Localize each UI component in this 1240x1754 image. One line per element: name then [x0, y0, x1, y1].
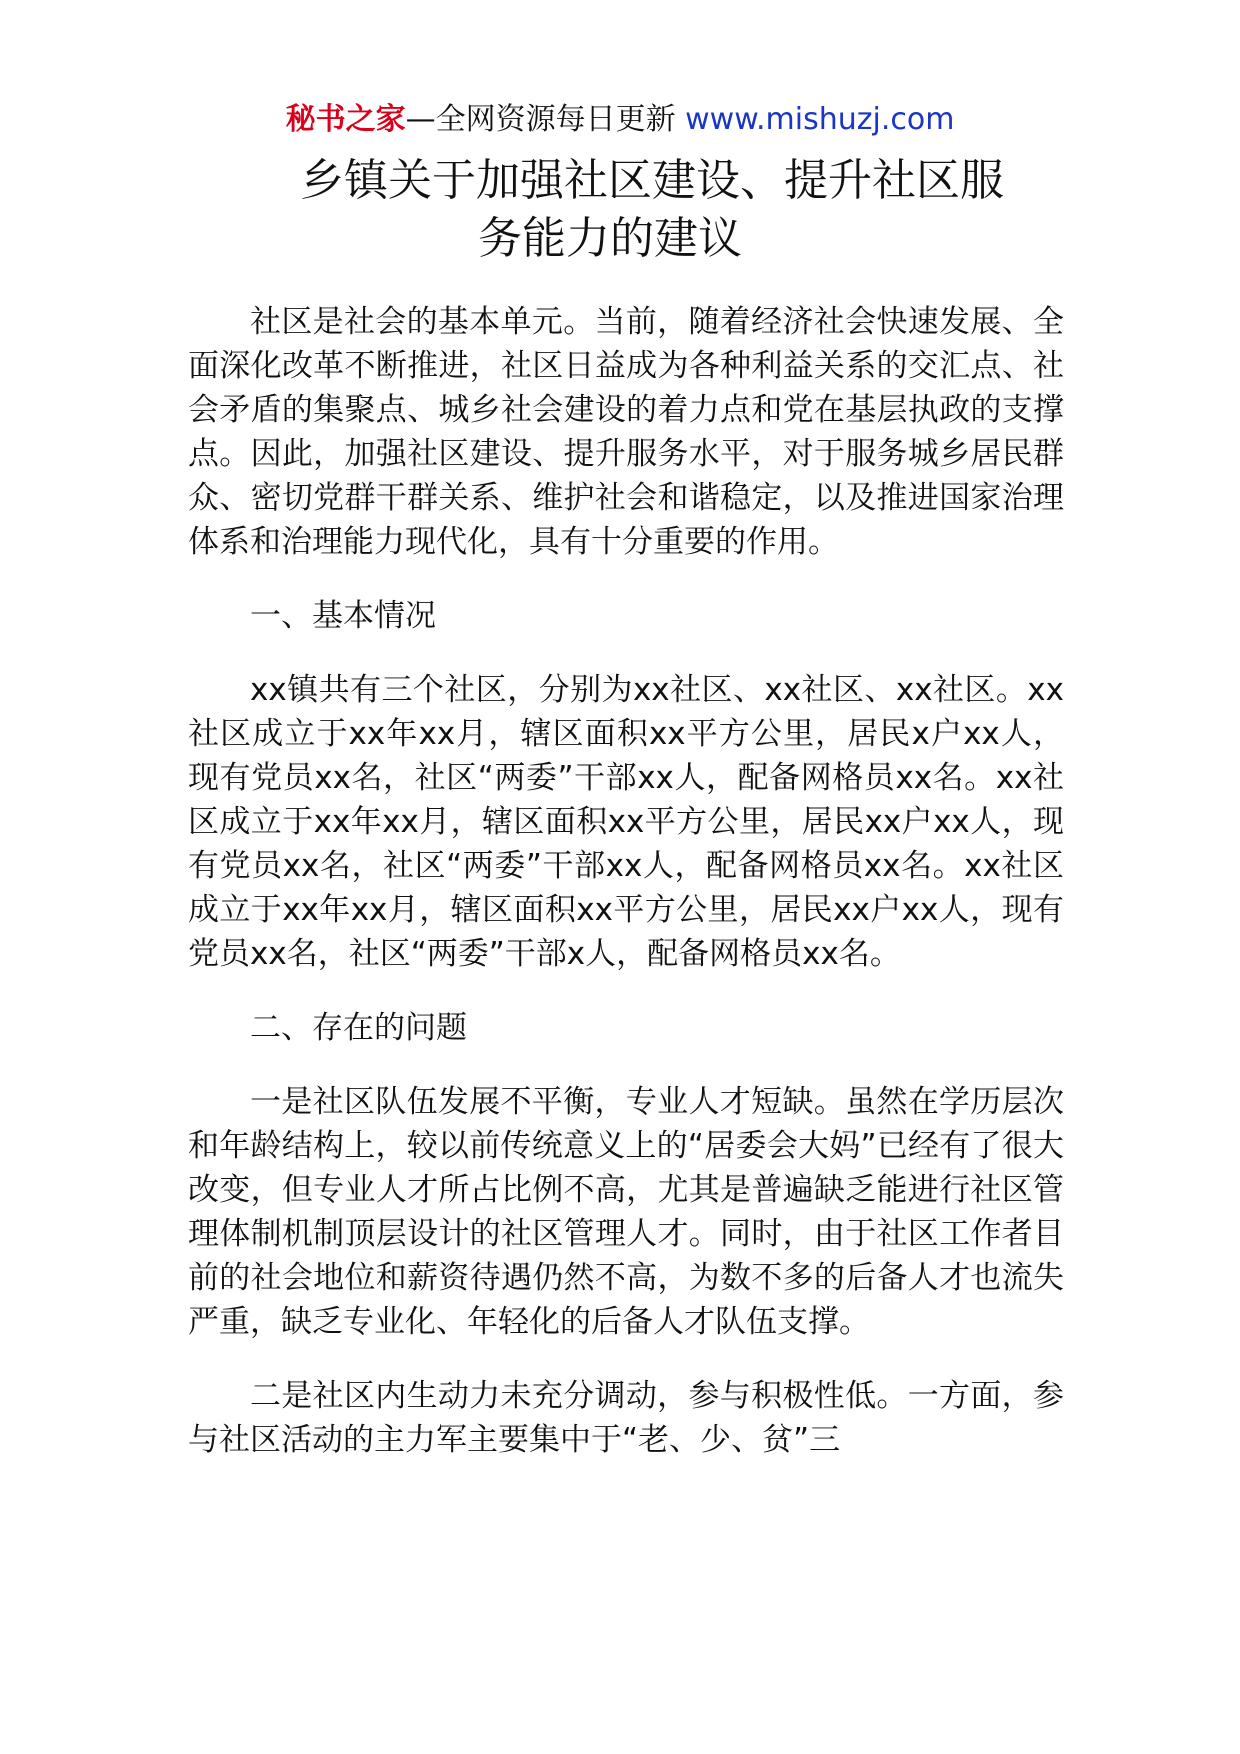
site-url[interactable]: www.mishuzj.com: [685, 102, 955, 137]
title-line-1: 乡镇关于加强社区建设、提升社区服: [300, 155, 1004, 206]
title-line-2: 务能力的建议: [478, 213, 742, 264]
header-slogan: —全网资源每日更新: [405, 102, 676, 137]
document-body: [188, 300, 1064, 1492]
paragraph-intro: 社区是社会的基本单元。当前，随着经济社会快速发展、全面深化改革不断推进，社区日益成为各种利益关系的交汇点、社会矛盾的集聚点、城乡社会建设的着力点和党在基层执政的支撑点。因此，加强社区建设、提升服务水平，对于服务城乡居民群众、密切党群干群关系、维护社会和谐稳定，以及推进国家治理体系和治理能力现代化，具有十分重要的作用。: [188, 304, 1064, 560]
document-title: [280, 152, 1040, 268]
paragraph-problem-2: 二是社区内生动力未充分调动，参与积极性低。一方面，参与社区活动的主力军主要集中于“老、少、贫”三: [188, 1378, 1064, 1458]
site-header: [0, 100, 1240, 140]
paragraph-problem-1: 一是社区队伍发展不平衡，专业人才短缺。虽然在学历层次和年龄结构上，较以前传统意义上的“居委会大妈”已经有了很大改变，但专业人才所占比例不高，尤其是普遍缺乏能进行社区管理体制机制顶层设计的社区管理人才。同时，由于社区工作者目前的社会地位和薪资待遇仍然不高，为数不多的后备人才也流失严重，缺乏专业化、年轻化的后备人才队伍支撑。: [188, 1084, 1064, 1340]
section-heading-basic: 一、基本情况: [250, 598, 436, 634]
paragraph-basic-situation: xx镇共有三个社区，分别为xx社区、xx社区、xx社区。xx社区成立于xx年xx月，辖区面积xx平方公里，居民x户xx人，现有党员xx名，社区“两委”干部xx人，配备网格员xx名。xx社区成立于xx年xx月，辖区面积xx平方公里，居民xx户xx人，现有党员xx名，社区“两委”干部xx人，配备网格员xx名。xx社区成立于xx年xx月，辖区面积xx平方公里，居民xx户xx人，现有党员xx名，社区“两委”干部x人，配备网格员xx名。: [188, 672, 1064, 972]
brand-name: 秘书之家: [285, 102, 406, 137]
section-heading-problems: 二、存在的问题: [250, 1010, 467, 1046]
